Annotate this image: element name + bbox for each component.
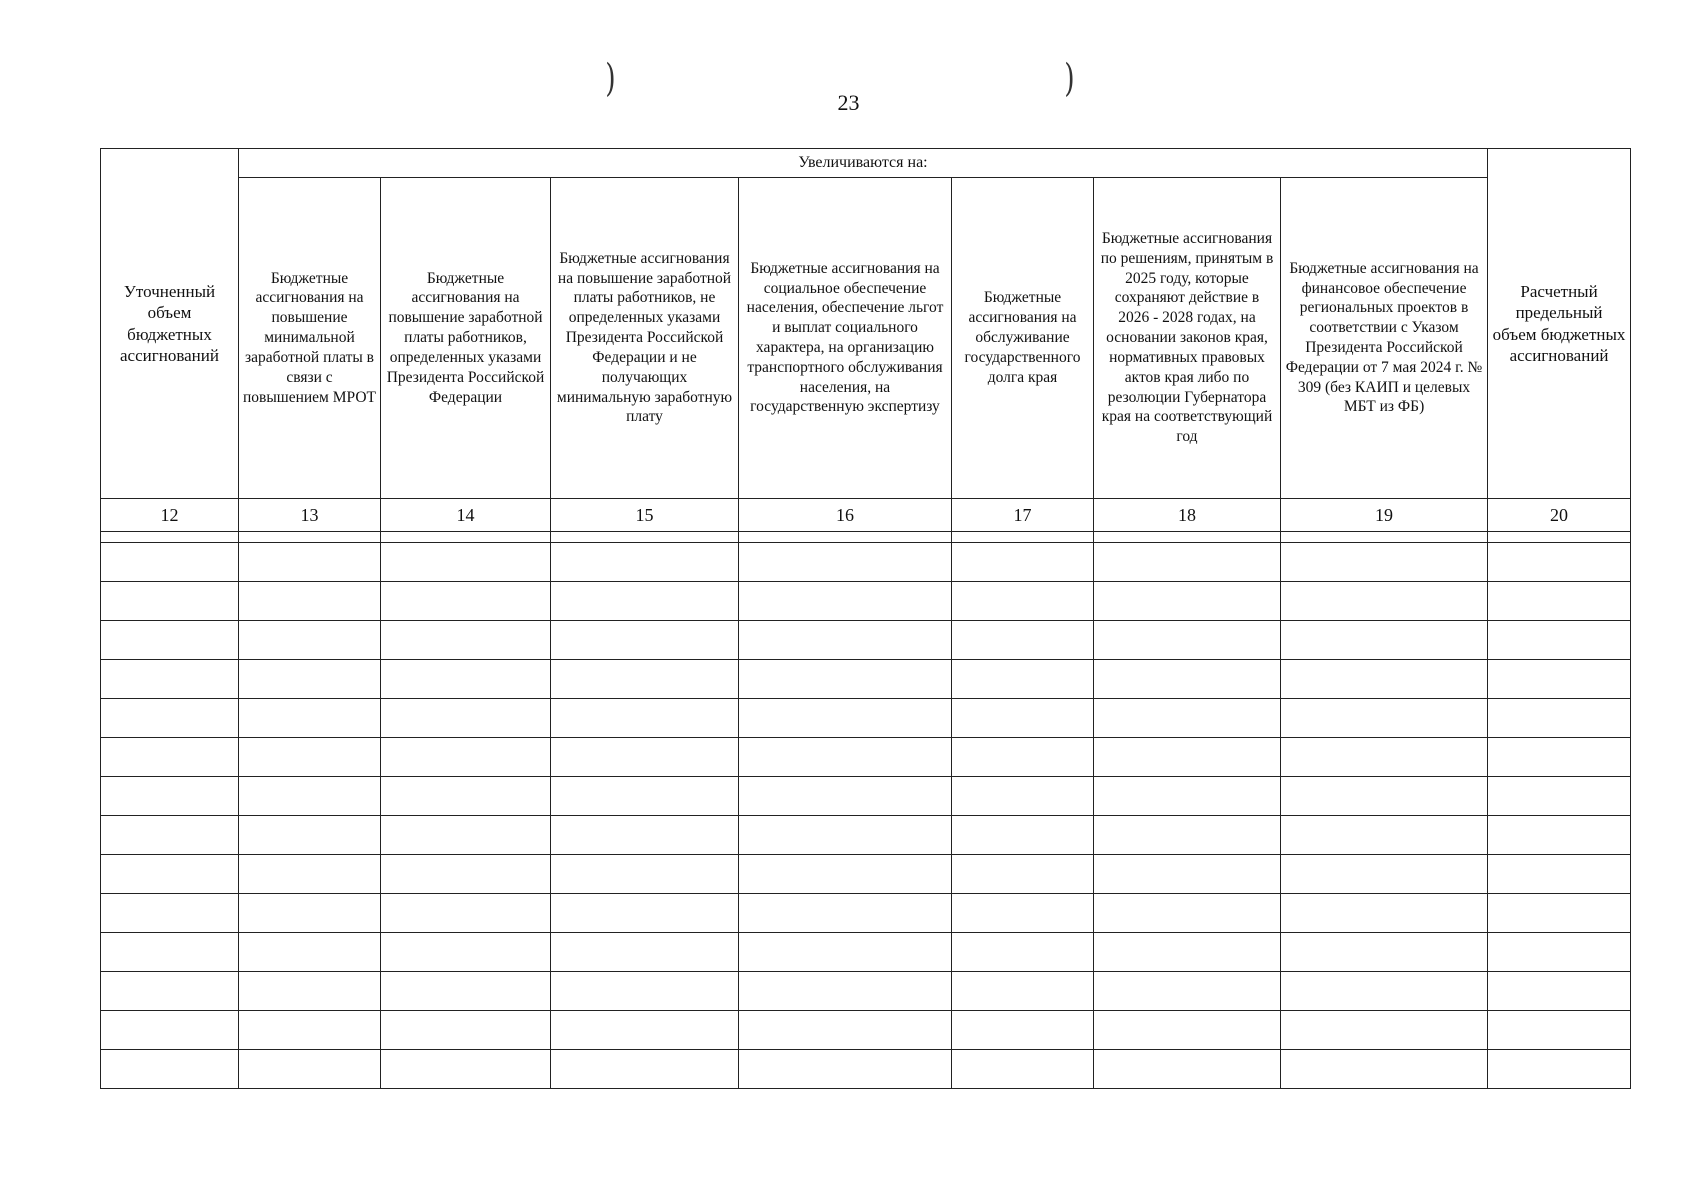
table-cell — [1281, 933, 1488, 972]
table-cell — [551, 933, 739, 972]
table-cell — [101, 933, 239, 972]
column-header: Бюджетные ассигнования на социальное обеспечение населения, обеспечение льгот и выплат социального характера, на организацию транспортного обслуживания населения, на государственную экспертизу — [739, 178, 952, 499]
table-row — [101, 621, 1631, 660]
table-cell — [739, 699, 952, 738]
table-row — [101, 933, 1631, 972]
table-cell — [381, 738, 551, 777]
column-header: Расчетный предельный объем бюджетных ассигнований — [1488, 149, 1631, 499]
table-cell — [952, 621, 1094, 660]
table-cell — [1281, 582, 1488, 621]
table-cell — [952, 582, 1094, 621]
table-cell — [1281, 777, 1488, 816]
table-cell — [239, 582, 381, 621]
table-cell — [239, 855, 381, 894]
table-cell — [952, 816, 1094, 855]
table-cell — [1281, 816, 1488, 855]
table-cell — [1281, 1011, 1488, 1050]
table-cell — [1281, 621, 1488, 660]
table-cell — [1488, 855, 1631, 894]
table-cell — [239, 816, 381, 855]
table-row — [101, 532, 1631, 543]
table-cell — [381, 621, 551, 660]
table-cell — [101, 660, 239, 699]
table-cell — [1488, 532, 1631, 543]
table-cell — [1094, 894, 1281, 933]
table-cell — [1488, 1050, 1631, 1089]
group-header-increase: Увеличиваются на: — [239, 149, 1488, 178]
table-cell — [239, 777, 381, 816]
table-cell — [381, 894, 551, 933]
table-row — [101, 1011, 1631, 1050]
table-cell — [1488, 1011, 1631, 1050]
column-header: Бюджетные ассигнования по решениям, принятым в 2025 году, которые сохраняют действие в 2026 - 2028 годах, на основании законов края, нормативных правовых актов края либо по резолюции Губернатора края на соответствующий год — [1094, 178, 1281, 499]
table-cell — [1488, 699, 1631, 738]
table-cell — [381, 777, 551, 816]
table-cell — [1094, 699, 1281, 738]
page-number: 23 — [837, 90, 860, 115]
column-number: 12 — [101, 499, 239, 532]
table-cell — [239, 738, 381, 777]
table-row — [101, 972, 1631, 1011]
table-row — [101, 855, 1631, 894]
table-cell — [952, 933, 1094, 972]
table-cell — [551, 1011, 739, 1050]
table-cell — [239, 699, 381, 738]
column-header: Бюджетные ассигнования на повышение заработной платы работников, не определенных указами Президента Российской Федерации и не получающих минимальную заработную плату — [551, 178, 739, 499]
table-cell — [739, 532, 952, 543]
column-header: Бюджетные ассигнования на повышение минимальной заработной платы в связи с повышением МРОТ — [239, 178, 381, 499]
table-cell — [551, 972, 739, 1011]
table-cell — [101, 621, 239, 660]
table-cell — [101, 1011, 239, 1050]
column-header: Бюджетные ассигнования на повышение заработной платы работников, определенных указами Президента Российской Федерации — [381, 178, 551, 499]
table-cell — [739, 777, 952, 816]
table-cell — [1281, 894, 1488, 933]
column-number: 13 — [239, 499, 381, 532]
table-cell — [239, 894, 381, 933]
table-cell — [551, 621, 739, 660]
budget-table-container — [100, 148, 1630, 1089]
table-cell — [551, 894, 739, 933]
table-cell — [1094, 738, 1281, 777]
table-cell — [1094, 933, 1281, 972]
column-number: 18 — [1094, 499, 1281, 532]
table-cell — [101, 738, 239, 777]
budget-allocations-table — [100, 148, 1631, 1089]
table-row — [101, 777, 1631, 816]
table-cell — [239, 660, 381, 699]
table-cell — [381, 972, 551, 1011]
table-cell — [739, 543, 952, 582]
column-number: 19 — [1281, 499, 1488, 532]
table-row — [101, 660, 1631, 699]
table-cell — [739, 1050, 952, 1089]
scan-bracket-mark: ) — [1064, 56, 1075, 100]
table-cell — [239, 532, 381, 543]
table-row — [101, 894, 1631, 933]
table-cell — [551, 855, 739, 894]
table-cell — [952, 543, 1094, 582]
table-cell — [739, 894, 952, 933]
table-row — [101, 816, 1631, 855]
column-header: Уточненный объем бюджетных ассигнований — [101, 149, 239, 499]
table-cell — [1281, 532, 1488, 543]
table-row — [101, 543, 1631, 582]
table-cell — [952, 855, 1094, 894]
table-cell — [1488, 816, 1631, 855]
table-cell — [101, 1050, 239, 1089]
column-number: 14 — [381, 499, 551, 532]
table-cell — [1094, 972, 1281, 1011]
table-cell — [952, 532, 1094, 543]
column-number-row — [101, 499, 1631, 532]
table-cell — [1094, 543, 1281, 582]
scan-bracket-mark: ) — [605, 56, 616, 100]
table-cell — [101, 532, 239, 543]
table-cell — [1281, 855, 1488, 894]
table-cell — [239, 621, 381, 660]
table-cell — [952, 777, 1094, 816]
table-cell — [381, 543, 551, 582]
table-cell — [551, 582, 739, 621]
table-cell — [239, 543, 381, 582]
table-cell — [1488, 582, 1631, 621]
table-cell — [101, 582, 239, 621]
table-cell — [239, 972, 381, 1011]
table-cell — [101, 894, 239, 933]
table-header-row — [101, 178, 1631, 499]
table-cell — [952, 660, 1094, 699]
table-row — [101, 582, 1631, 621]
table-cell — [101, 855, 239, 894]
table-cell — [1094, 660, 1281, 699]
column-number: 15 — [551, 499, 739, 532]
table-cell — [101, 777, 239, 816]
table-cell — [952, 1050, 1094, 1089]
table-cell — [1094, 621, 1281, 660]
table-cell — [739, 1011, 952, 1050]
table-cell — [381, 699, 551, 738]
table-row — [101, 738, 1631, 777]
table-cell — [381, 816, 551, 855]
table-cell — [551, 1050, 739, 1089]
table-cell — [952, 972, 1094, 1011]
table-cell — [101, 699, 239, 738]
table-cell — [1281, 1050, 1488, 1089]
column-header: Бюджетные ассигнования на финансовое обеспечение региональных проектов в соответствии с Указом Президента Российской Федерации от 7 мая 2024 г. № 309 (без КАИП и целевых МБТ из ФБ) — [1281, 178, 1488, 499]
table-cell — [101, 972, 239, 1011]
table-cell — [739, 816, 952, 855]
table-cell — [1094, 855, 1281, 894]
column-number: 20 — [1488, 499, 1631, 532]
table-cell — [551, 816, 739, 855]
table-cell — [1488, 777, 1631, 816]
table-cell — [381, 933, 551, 972]
table-row — [101, 1050, 1631, 1089]
table-cell — [1094, 816, 1281, 855]
table-cell — [239, 933, 381, 972]
table-cell — [1094, 1050, 1281, 1089]
table-cell — [1094, 532, 1281, 543]
table-cell — [239, 1011, 381, 1050]
table-cell — [739, 933, 952, 972]
table-group-header-row — [101, 149, 1631, 178]
table-cell — [381, 1011, 551, 1050]
table-cell — [1488, 894, 1631, 933]
table-cell — [551, 543, 739, 582]
column-number: 17 — [952, 499, 1094, 532]
table-cell — [1488, 933, 1631, 972]
table-cell — [1281, 972, 1488, 1011]
table-cell — [381, 532, 551, 543]
table-cell — [739, 855, 952, 894]
column-number: 16 — [739, 499, 952, 532]
table-cell — [952, 738, 1094, 777]
table-cell — [1281, 699, 1488, 738]
table-cell — [739, 621, 952, 660]
table-cell — [381, 855, 551, 894]
table-cell — [1488, 660, 1631, 699]
table-cell — [739, 660, 952, 699]
table-cell — [952, 699, 1094, 738]
table-cell — [952, 1011, 1094, 1050]
table-cell — [1094, 1011, 1281, 1050]
table-cell — [1488, 738, 1631, 777]
table-cell — [1488, 621, 1631, 660]
table-cell — [101, 816, 239, 855]
table-cell — [739, 738, 952, 777]
table-cell — [551, 777, 739, 816]
table-cell — [1094, 582, 1281, 621]
table-cell — [1281, 738, 1488, 777]
table-cell — [551, 738, 739, 777]
table-cell — [551, 532, 739, 543]
table-cell — [381, 582, 551, 621]
table-cell — [101, 543, 239, 582]
table-cell — [739, 972, 952, 1011]
table-cell — [1281, 543, 1488, 582]
table-cell — [381, 1050, 551, 1089]
table-cell — [551, 699, 739, 738]
table-cell — [1094, 777, 1281, 816]
table-cell — [239, 1050, 381, 1089]
table-cell — [381, 660, 551, 699]
table-cell — [1281, 660, 1488, 699]
table-cell — [739, 582, 952, 621]
column-header: Бюджетные ассигнования на обслуживание государственного долга края — [952, 178, 1094, 499]
table-row — [101, 699, 1631, 738]
table-cell — [551, 660, 739, 699]
table-cell — [1488, 972, 1631, 1011]
table-cell — [952, 894, 1094, 933]
table-cell — [1488, 543, 1631, 582]
